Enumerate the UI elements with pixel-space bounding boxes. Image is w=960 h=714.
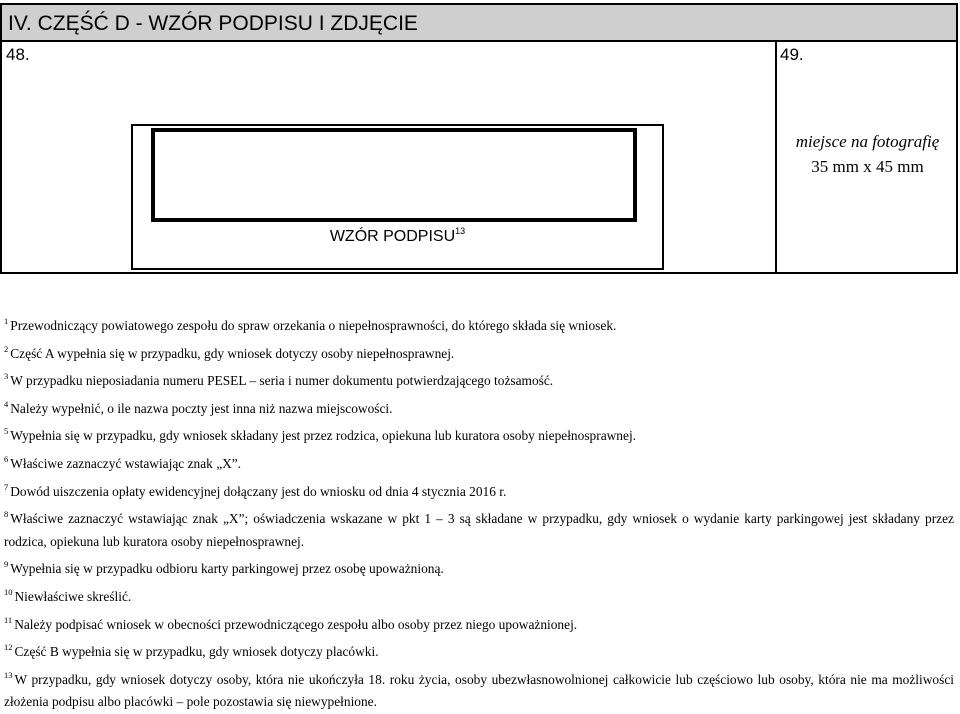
field-number-48: 48. xyxy=(6,45,30,64)
footnote-number: 4 xyxy=(4,398,9,409)
footnote-number: 13 xyxy=(4,669,13,680)
footnote-number: 2 xyxy=(4,343,9,354)
footnote-text: Właściwe zaznaczyć wstawiając znak „X”; oświadczenia wskazane w pkt 1 – 3 są składane w przypadku, gdy wniosek o wydanie karty parkingowej jest składany przez rodzica, opiekuna lub kuratora osoby niepełnosprawnej. xyxy=(4,511,954,549)
footnote-number: 5 xyxy=(4,426,9,437)
footnote-text: Dowód uiszczenia opłaty ewidencyjnej dołączany jest do wniosku od dnia 4 stycznia 2016 r. xyxy=(10,483,507,499)
footnote-text: Wypełnia się w przypadku, gdy wniosek składany jest przez rodzica, opiekuna lub kuratora osoby niepełnosprawnej. xyxy=(10,428,637,444)
footnote-11 xyxy=(4,609,954,637)
footnote-text: Wypełnia się w przypadku odbioru karty parkingowej przez osobę upoważnioną. xyxy=(10,561,444,577)
footnote-number: 9 xyxy=(4,559,9,570)
footnote-9 xyxy=(4,553,954,581)
footnote-text: Przewodniczący powiatowego zespołu do spraw orzekania o niepełnosprawności, do którego składa się wniosek. xyxy=(10,318,617,333)
footnote-13 xyxy=(4,664,954,714)
footnote-1 xyxy=(4,310,954,338)
field-number-49: 49. xyxy=(780,45,804,64)
signature-caption xyxy=(131,226,664,246)
footnote-text: Część A wypełnia się w przypadku, gdy wniosek dotyczy osoby niepełnosprawnej. xyxy=(10,345,455,361)
footnote-text: Właściwe zaznaczyć wstawiając znak „X”. xyxy=(10,455,242,471)
footnote-12 xyxy=(4,636,954,664)
footnote-number: 11 xyxy=(4,614,13,625)
footnote-6 xyxy=(4,448,954,476)
footnote-10 xyxy=(4,581,954,609)
footnote-number: 12 xyxy=(4,642,13,653)
photo-placeholder-label: miejsce na fotografię xyxy=(795,132,940,151)
footnote-7 xyxy=(4,476,954,504)
footnote-3 xyxy=(4,365,954,393)
footnote-number: 1 xyxy=(4,316,9,326)
signature-caption-text: WZÓR PODPISU xyxy=(329,228,456,245)
footnote-text: Niewłaściwe skreślić. xyxy=(14,588,132,604)
footnote-4 xyxy=(4,393,954,421)
footnote-number: 6 xyxy=(4,453,9,464)
footnote-number: 3 xyxy=(4,371,9,382)
footnote-2 xyxy=(4,338,954,366)
footnote-8 xyxy=(4,503,954,553)
footnote-number: 10 xyxy=(4,586,13,597)
footnotes-list xyxy=(4,310,954,714)
footnote-number: 7 xyxy=(4,481,9,492)
footnote-text: Należy podpisać wniosek w obecności przewodniczącego zespołu albo osoby przez niego upoważnionej. xyxy=(14,616,578,632)
signature-caption-footnote-ref: 13 xyxy=(455,226,466,236)
section-title: IV. CZĘŚĆ D - WZÓR PODPISU I ZDJĘCIE xyxy=(0,3,958,42)
footnote-text: Należy wypełnić, o ile nazwa poczty jest inna niż nazwa miejscowości. xyxy=(10,400,393,416)
footnote-5 xyxy=(4,420,954,448)
footnote-text: Część B wypełnia się w przypadku, gdy wniosek dotyczy placówki. xyxy=(14,644,379,660)
footnote-text: W przypadku nieposiadania numeru PESEL – seria i numer dokumentu potwierdzającego tożsamość. xyxy=(10,373,554,389)
photo-size-label: 35 mm x 45 mm xyxy=(811,157,924,176)
footnote-number: 8 xyxy=(4,509,9,520)
footnote-text: W przypadku, gdy wniosek dotyczy osoby, która nie ukończyła 18. roku życia, osoby ubezwłasnowolnionej całkowicie lub częściowo lub osoby, która nie ma możliwości złożenia podpisu albo placówki – pole pozostawia się niewypełnione. xyxy=(4,671,954,710)
signature-field[interactable] xyxy=(151,128,637,222)
